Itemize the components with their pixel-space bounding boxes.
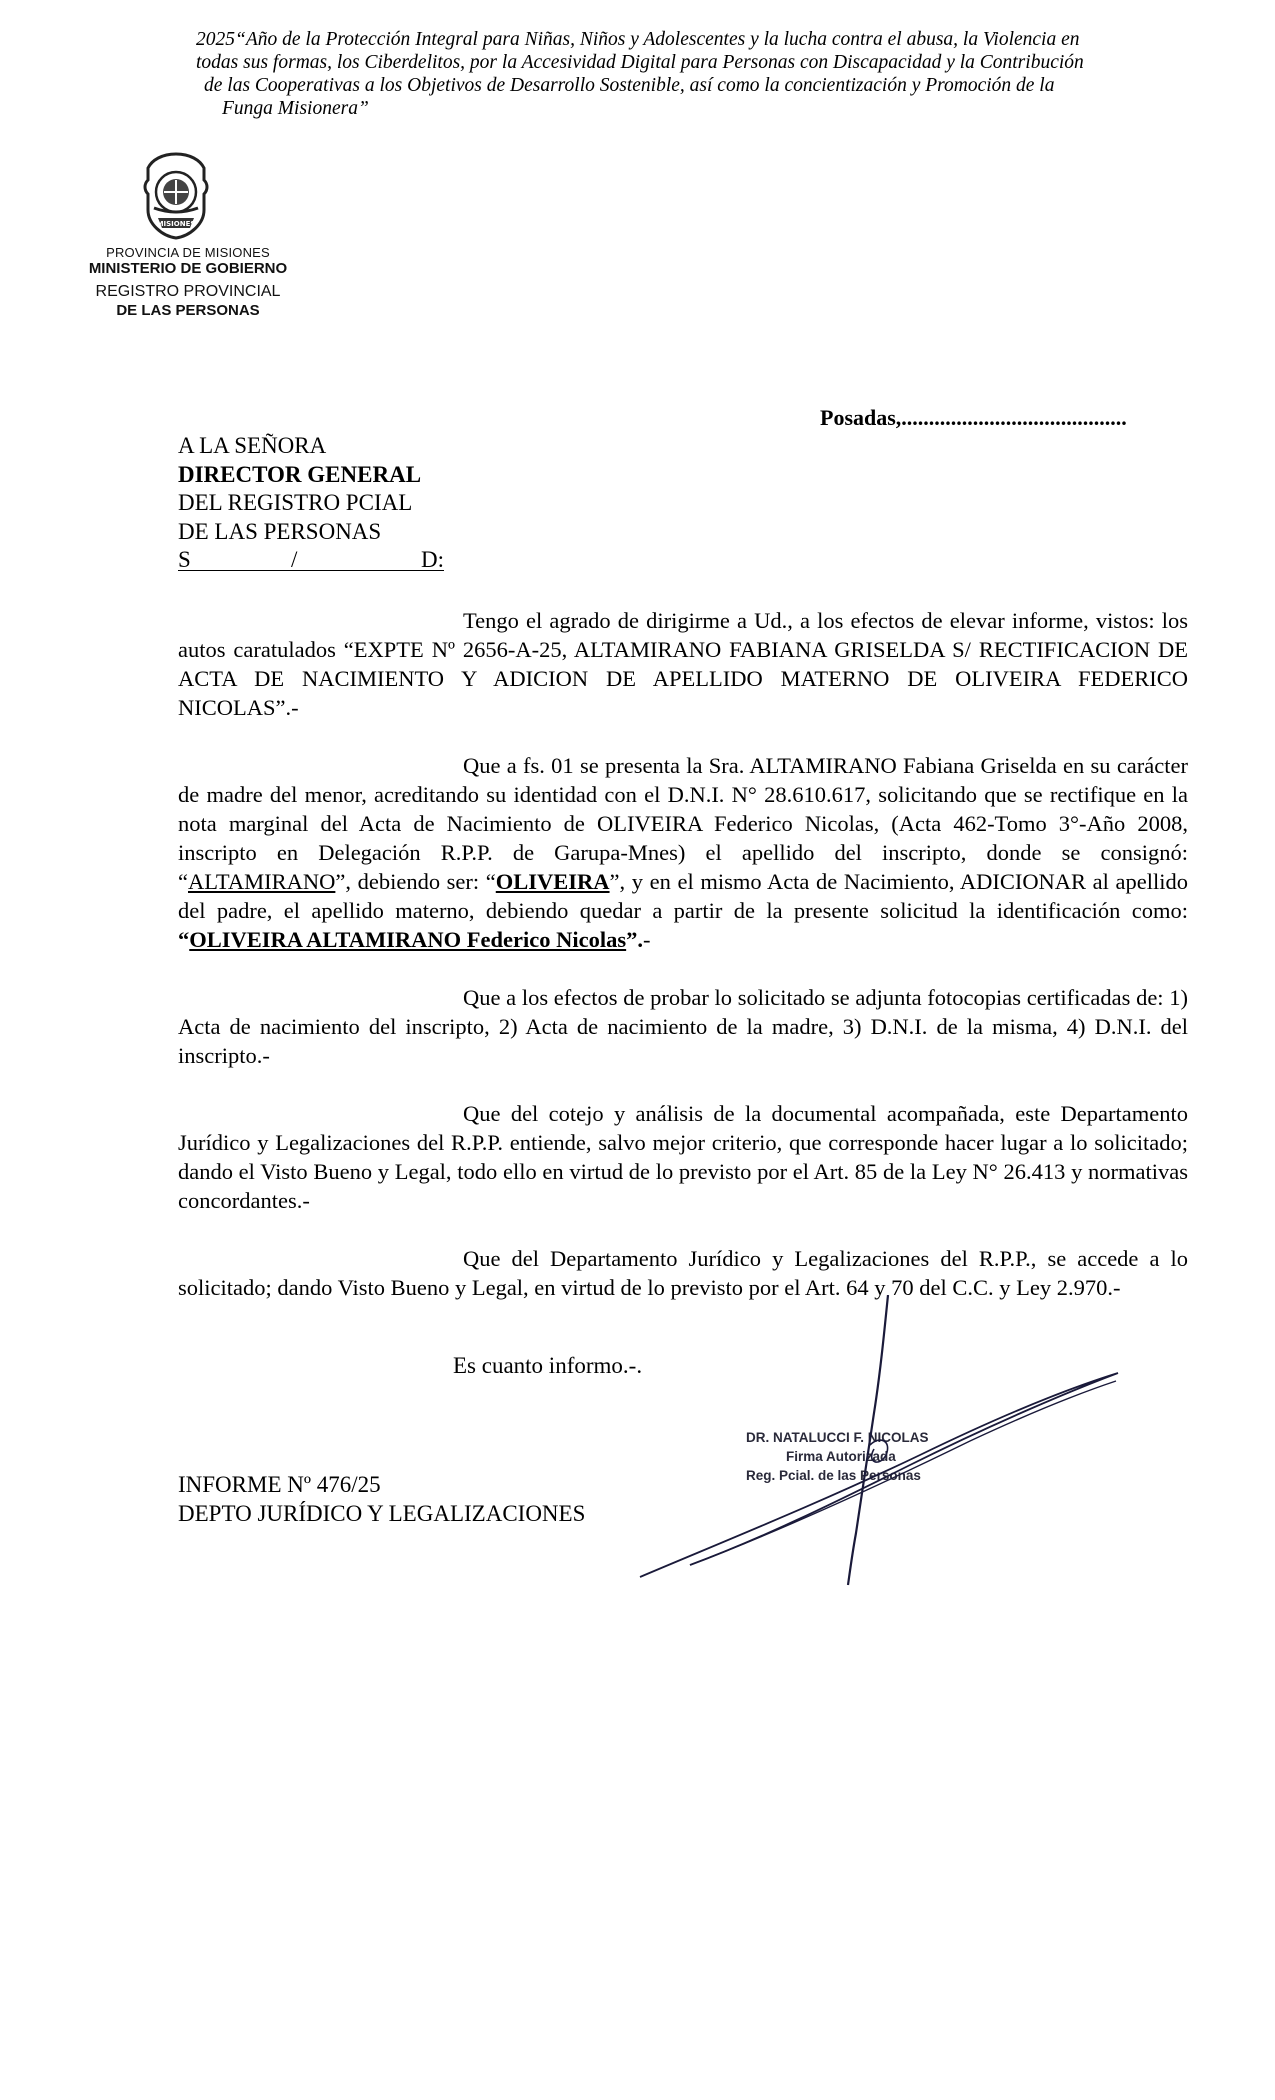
org-registry-persons: DE LAS PERSONAS bbox=[116, 302, 260, 319]
paragraph-4: Que del cotejo y análisis de la documental acompañada, este Departamento Jurídico y Legalizaciones del R.P.P. entiende, salvo mejor criterio, que corresponde hacer lugar a lo solicitado; dando el Visto Bueno y Legal, todo ello en virtud de lo previsto por el Art. 85 de la Ley N° 26.413 y normativas concordantes.- bbox=[178, 1101, 1188, 1213]
motto-line-4: Funga Misionera” bbox=[222, 98, 369, 119]
paragraph-1: Tengo el agrado de dirigirme a Ud., a los efectos de elevar informe, vistos: los autos caratulados “EXPTE Nº 2656-A-25, ALTAMIRANO FABIANA GRISELDA S/ RECTIFICACION DE ACTA DE NACIMIENTO Y ADICION DE APELLIDO MATERNO DE OLIVEIRA FEDERICO NICOLAS”.- bbox=[178, 608, 1188, 720]
stamp-name: DR. NATALUCCI F. NICOLAS bbox=[746, 1430, 929, 1445]
stamp-office: Reg. Pcial. de las Personas bbox=[746, 1468, 921, 1483]
addressee-block bbox=[178, 432, 444, 574]
organization-block bbox=[60, 245, 316, 320]
sd-s: S bbox=[178, 547, 191, 572]
paragraph-2 bbox=[178, 751, 1188, 954]
province-crest-icon bbox=[140, 150, 212, 242]
paragraph-3: Que a los efectos de probar lo solicitado se adjunta fotocopias certificadas de: 1) Acta de nacimiento del inscripto, 2) Acta de nacimiento de la madre, 3) D.N.I. de la misma, 4) D.N.I. del inscripto.- bbox=[178, 985, 1188, 1068]
p2-quote-close: ”. bbox=[626, 927, 644, 952]
addressee-line-1: A LA SEÑORA bbox=[178, 433, 327, 458]
org-province: PROVINCIA DE MISIONES bbox=[106, 245, 270, 260]
addressee-line-3: DEL REGISTRO PCIAL bbox=[178, 490, 413, 515]
report-number: INFORME Nº 476/25 bbox=[178, 1472, 381, 1497]
paragraph-5: Que del Departamento Jurídico y Legalizaciones del R.P.P., se accede a lo solicitado; dando Visto Bueno y Legal, en virtud de lo previsto por el Art. 64 y 70 del C.C. y Ley 2.970.- bbox=[178, 1246, 1188, 1300]
sd-line bbox=[178, 546, 444, 574]
crest-text: MISIONES bbox=[156, 220, 196, 228]
p2-full-name: OLIVEIRA ALTAMIRANO Federico Nicolas bbox=[189, 927, 627, 952]
org-ministry: MINISTERIO DE GOBIERNO bbox=[88, 260, 288, 277]
stamp-role: Firma Autorizada bbox=[786, 1449, 896, 1464]
p2-text-b: ”, debiendo ser: “ bbox=[335, 869, 496, 894]
p2-altamirano: ALTAMIRANO bbox=[188, 869, 336, 894]
sd-d: D: bbox=[421, 547, 444, 572]
motto-line-3: de las Cooperativas a los Objetivos de Desarrollo Sostenible, así como la concientización y Promoción de la bbox=[204, 75, 1055, 96]
p2-quote-open: “ bbox=[178, 927, 190, 952]
date-line: Posadas,......................................... bbox=[820, 405, 1127, 430]
p2-oliveira: OLIVEIRA bbox=[495, 869, 610, 894]
p2-text-c: ”, y en el mismo Acta de Nacimiento, ADICIONAR al apellido del padre, el apellido materno, debiendo quedar a partir de la presente solicitud la identificación como: bbox=[178, 869, 1188, 923]
closing-line: Es cuanto informo.-. bbox=[453, 1353, 643, 1378]
header-motto bbox=[196, 28, 1196, 120]
handwritten-signature bbox=[630, 1295, 1130, 1595]
letter-body bbox=[178, 606, 1188, 1331]
p2-end: - bbox=[643, 927, 651, 952]
org-registry: REGISTRO PROVINCIAL bbox=[95, 283, 281, 300]
p2-text-a: Que a fs. 01 se presenta la Sra. ALTAMIRANO Fabiana Griselda en su carácter de madre del menor, acreditando su identidad con el D.N.I. N° 28.610.617, solicitando que se rectifique en la nota marginal del Acta de Nacimiento de OLIVEIRA Federico Nicolas, (Acta 462-Tomo 3°-Año 2008, inscripto en Delegación R.P.P. de Garupa-Mnes) el apellido del inscripto, donde se consignó: “ bbox=[178, 753, 1188, 894]
sd-slash: / bbox=[291, 547, 298, 572]
motto-line-2: todas sus formas, los Ciberdelitos, por la Accesividad Digital para Personas con Discapacidad y la Contribución bbox=[196, 52, 1084, 73]
addressee-line-4: DE LAS PERSONAS bbox=[178, 518, 382, 544]
motto-line-1: 2025“Año de la Protección Integral para Niñas, Niños y Adolescentes y la lucha contra el abusa, la Violencia en bbox=[196, 29, 1080, 50]
report-footer bbox=[178, 1470, 585, 1528]
addressee-title: DIRECTOR GENERAL bbox=[178, 461, 422, 487]
report-department: DEPTO JURÍDICO Y LEGALIZACIONES bbox=[178, 1501, 586, 1526]
